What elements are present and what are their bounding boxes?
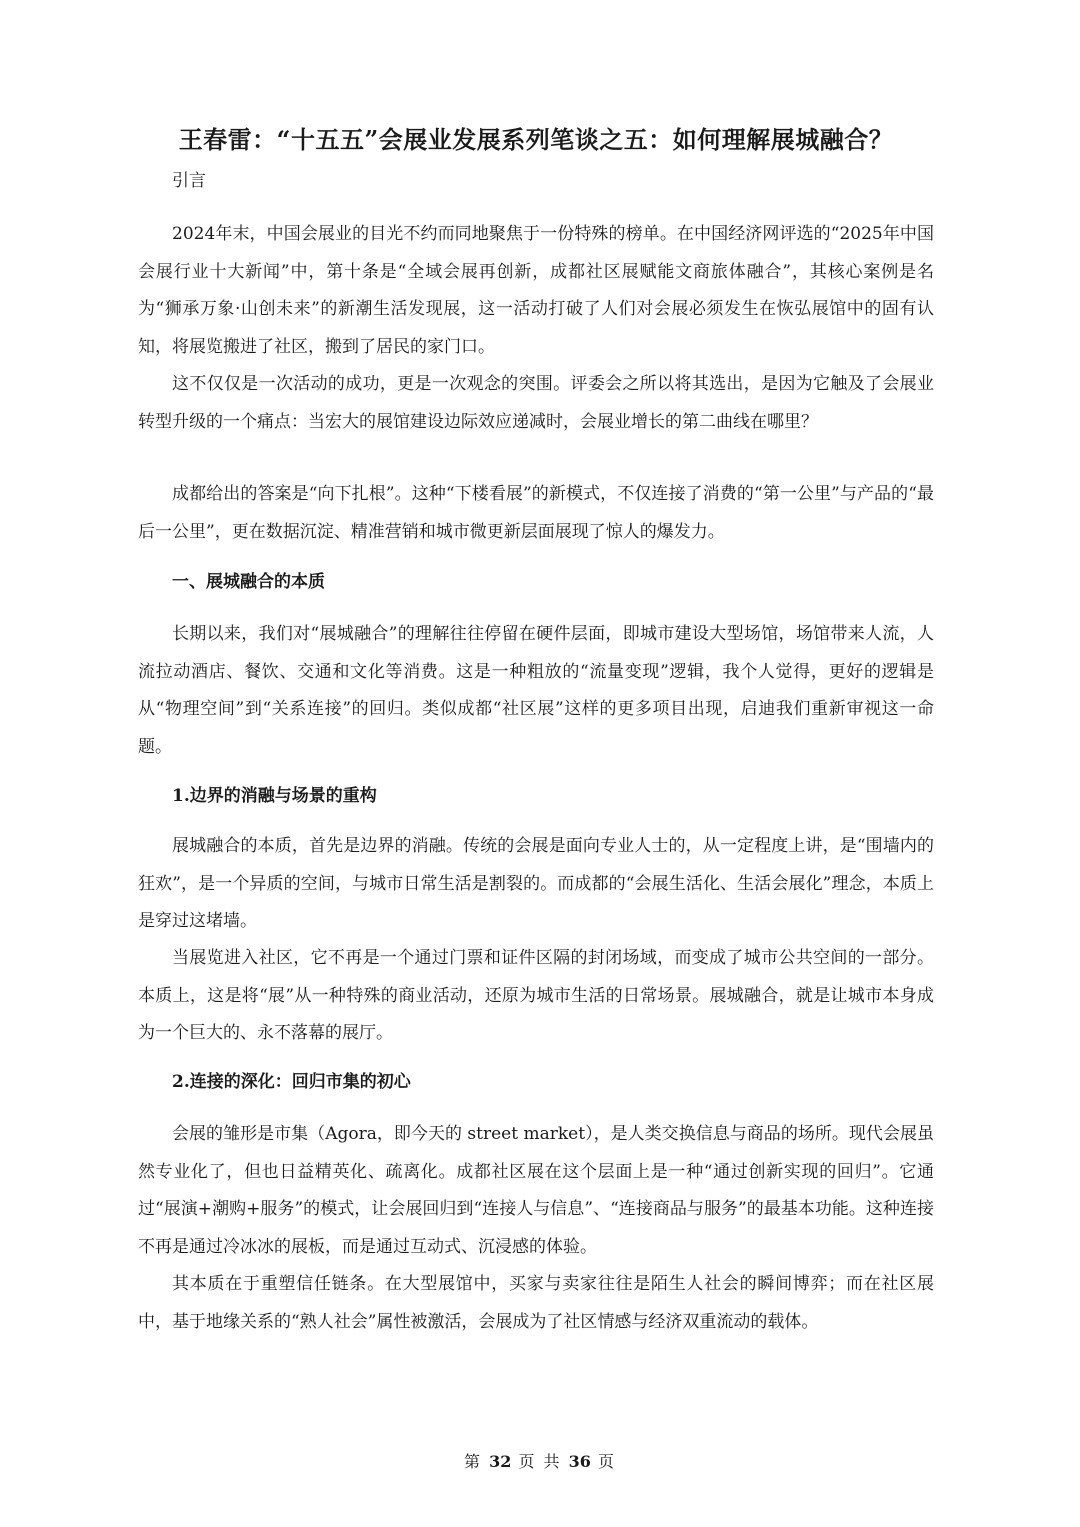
section-heading-2: 1.边界的消融与场景的重构 [172, 786, 377, 806]
paragraph-8: 其本质在于重塑信任链条。在大型展馆中，买家与卖家往往是陌生人社会的瞬间博弈；而在社区展中，基于地缘关系的“熟人社会”属性被激活，会展成为了社区情感与经济双重流动的载体。 [138, 1274, 934, 1332]
footer-suffix: 页 [598, 1452, 617, 1471]
footer-mid: 页 共 [518, 1452, 562, 1471]
total-page-number: 36 [568, 1452, 591, 1471]
section-heading-3: 2.连接的深化：回归市集的初心 [172, 1072, 411, 1092]
paragraph-2: 这不仅仅是一次活动的成功，更是一次观念的突围。评委会之所以将其选出，是因为它触及了会展业转型升级的一个痛点：当宏大的展馆建设边际效应递减时，会展业增长的第二曲线在哪里？ [138, 374, 934, 432]
current-page-number: 32 [489, 1452, 512, 1471]
paragraph-7: 会展的雏形是市集（Agora，即今天的 street market），是人类交换信息与商品的场所。现代会展虽然专业化了，但也日益精英化、疏离化。成都社区展在这个层面上是一种“通过创新实现的回归”。它通过“展演+潮购+服务”的模式，让会展回归到“连接人与信息”、“连接商品与服务”的最基本功能。这种连接不再是通过冷冰冰的展板，而是通过互动式、沉浸感的体验。 [138, 1124, 934, 1257]
footer-prefix: 第 [463, 1452, 482, 1471]
paragraph-3: 成都给出的答案是“向下扎根”。这种“下楼看展”的新模式，不仅连接了消费的“第一公里”与产品的“最后一公里”，更在数据沉淀、精准营销和城市微更新层面展现了惊人的爆发力。 [138, 484, 934, 542]
paragraph-5: 展城融合的本质，首先是边界的消融。传统的会展是面向专业人士的，从一定程度上讲，是“围墙内的狂欢”，是一个异质的空间，与城市日常生活是割裂的。而成都的“会展生活化、生活会展化”理念，本质上是穿过这堵墙。 [138, 836, 934, 931]
intro-label: 引言 [172, 171, 206, 191]
article-title: 王春雷：“十五五”会展业发展系列笔谈之五：如何理解展城融合？ [178, 125, 894, 155]
paragraph-6: 当展览进入社区，它不再是一个通过门票和证件区隔的封闭场域，而变成了城市公共空间的一部分。本质上，这是将“展”从一种特殊的商业活动，还原为城市生活的日常场景。展城融合，就是让城市本身成为一个巨大的、永不落幕的展厅。 [138, 948, 934, 1043]
paragraph-4: 长期以来，我们对“展城融合”的理解往往停留在硬件层面，即城市建设大型场馆，场馆带来人流，人流拉动酒店、餐饮、交通和文化等消费。这是一种粗放的“流量变现”逻辑，我个人觉得，更好的逻辑是从“物理空间”到“关系连接”的回归。类似成都“社区展”这样的更多项目出现，启迪我们重新审视这一命题。 [138, 624, 934, 757]
section-heading-1: 一、展城融合的本质 [172, 572, 325, 592]
paragraph-1: 2024年末，中国会展业的目光不约而同地聚焦于一份特殊的榜单。在中国经济网评选的“2025年中国会展行业十大新闻”中，第十条是“全域会展再创新，成都社区展赋能文商旅体融合”，其核心案例是名为“狮承万象·山创未来”的新潮生活发现展，这一活动打破了人们对会展必须发生在恢弘展馆中的固有认知，将展览搬进了社区，搬到了居民的家门口。 [138, 224, 934, 357]
page-footer [0, 1450, 1080, 1474]
